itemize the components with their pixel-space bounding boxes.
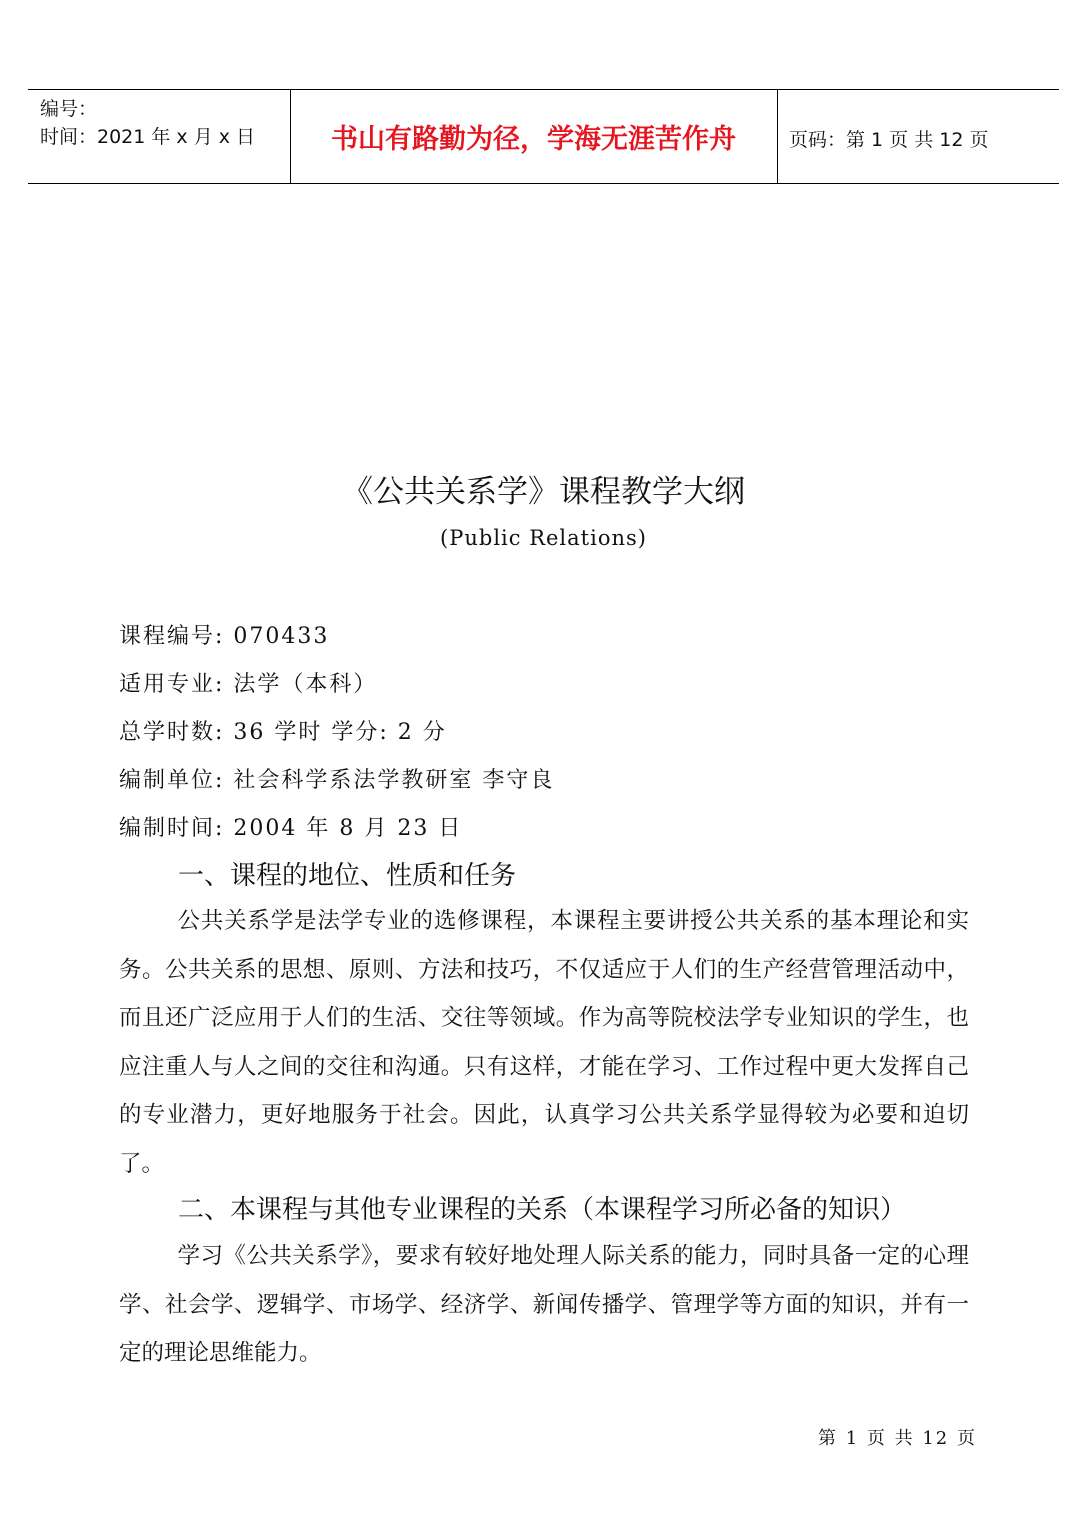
- section-body-1: 公共关系学是法学专业的选修课程，本课程主要讲授公共关系的基本理论和实务。公共关系的思想、原则、方法和技巧，不仅适应于人们的生产经营管理活动中，而且还广泛应用于人们的生活、交往等领域。作为高等院校法学专业知识的学生，也应注重人与人之间的交往和沟通。只有这样，才能在学习、工作过程中更大发挥自己的专业潜力，更好地服务于社会。因此，认真学习公共关系学显得较为必要和迫切了。: [119, 908, 969, 1177]
- compiling-date: 编制时间: 2004 年 8 月 23 日: [119, 816, 463, 841]
- total-hours: 总学时数: 36 学时 学分: 2 分: [119, 720, 447, 745]
- header-page-info: 页码：第 1 页 共 12 页: [789, 129, 989, 151]
- number-label: 编号：: [40, 98, 98, 120]
- section-body-2: 学习《公共关系学》，要求有较好地处理人际关系的能力，同时具备一定的心理学、社会学、逻辑学、市场学、经济学、新闻传播学、管理学等方面的知识，并有一定的理论思维能力。: [119, 1243, 969, 1366]
- section-heading-2: 二、本课程与其他专业课程的关系（本课程学习所必备的知识）: [178, 1195, 907, 1225]
- compiling-unit: 编制单位: 社会科学系法学教研室 李守良: [119, 768, 555, 793]
- header-meta-cell: [28, 90, 291, 183]
- document-title: 《公共关系学》课程教学大纲: [342, 474, 745, 510]
- course-code: 课程编号: 070433: [119, 624, 330, 649]
- time-label: 时间：2021 年 x 月 x 日: [40, 126, 256, 148]
- header-page-cell: [777, 90, 1059, 183]
- document-subtitle: (Public Relations): [440, 526, 647, 550]
- motto-text: 书山有路勤为径，学海无涯苦作舟: [331, 124, 736, 155]
- header-motto-cell: [290, 90, 778, 183]
- section-heading-1: 一、课程的地位、性质和任务: [178, 861, 517, 891]
- document-header: [28, 89, 1059, 184]
- page-footer: 第 1 页 共 12 页: [818, 1428, 977, 1449]
- applicable-major: 适用专业: 法学（本科）: [119, 672, 378, 697]
